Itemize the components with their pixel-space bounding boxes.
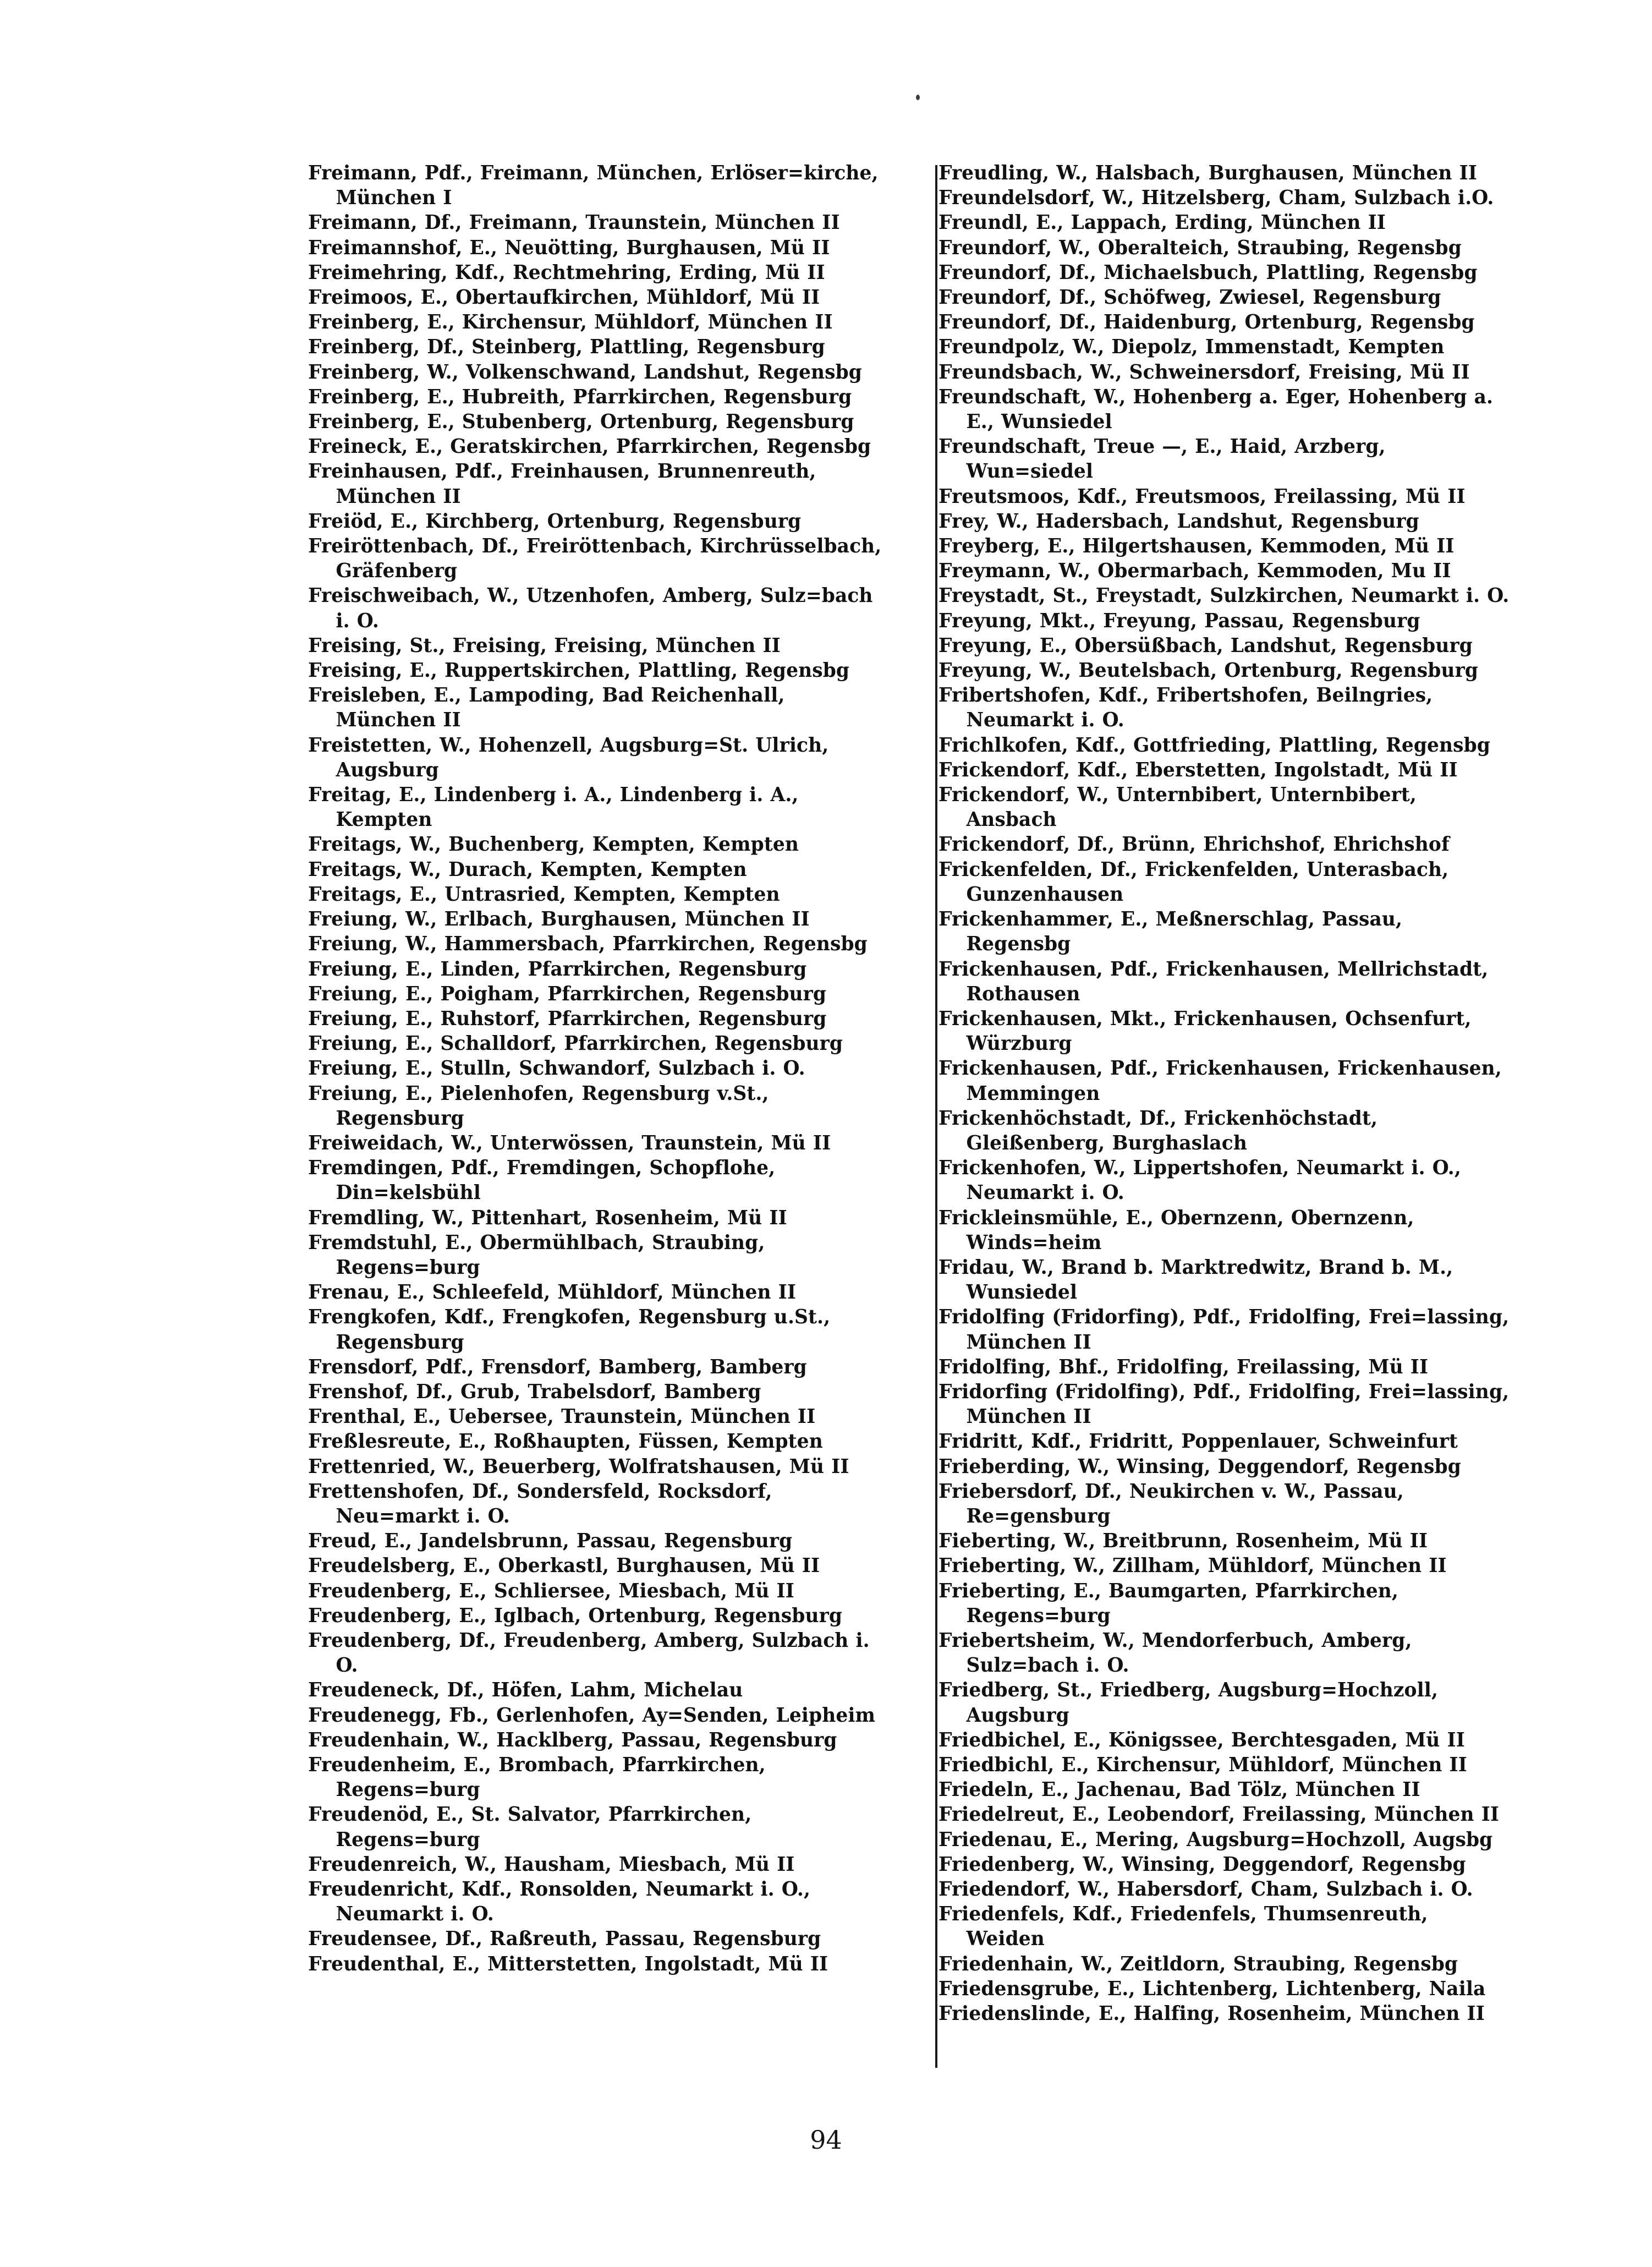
gazetteer-entry: Frickendorf, Kdf., Eberstetten, Ingolstadt, Mü II [938,758,1458,781]
gazetteer-entry: Fieberting, W., Breitbrunn, Rosenheim, Mü II [938,1530,1428,1553]
gazetteer-entry: Freiöd, E., Kirchberg, Ortenburg, Regensburg [308,510,802,533]
gazetteer-entry: Freundschaft, W., Hohenberg a. Eger, Hohenberg a. E., Wunsiedel [938,385,1494,434]
gazetteer-entry: Freudling, W., Halsbach, Burghausen, München II [938,162,1478,184]
gazetteer-entry: Freinberg, E., Hubreith, Pfarrkirchen, Regensburg [308,385,852,408]
gazetteer-entry: Freiung, E., Pielenhofen, Regensburg v.St., Regensburg [308,1082,769,1130]
gazetteer-entry: Freundl, E., Lappach, Erding, München II [938,211,1386,234]
gazetteer-entry: Freudenthal, E., Mitterstetten, Ingolstadt, Mü II [308,1952,828,1975]
gazetteer-entry: Frickenhammer, E., Meßnerschlag, Passau, Regensbg [938,908,1403,956]
gazetteer-entry: Freinberg, W., Volkenschwand, Landshut, Regensbg [308,360,862,384]
gazetteer-entry: Fridolfing, Bhf., Fridolfing, Freilassing, Mü II [938,1355,1429,1378]
gazetteer-entry: Friedberg, St., Friedberg, Augsburg=Hochzoll, Augsburg [938,1679,1439,1727]
gazetteer-entry: Frettenried, W., Beuerberg, Wolfratshausen, Mü II [308,1455,849,1478]
gazetteer-entry: Frieberding, W., Winsing, Deggendorf, Regensbg [938,1455,1461,1478]
gazetteer-entry: Fridritt, Kdf., Fridritt, Poppenlauer, Schweinfurt [938,1430,1458,1453]
gazetteer-entry: Freising, St., Freising, Freising, München II [308,634,781,657]
gazetteer-entry: Freudenegg, Fb., Gerlenhofen, Ay=Senden, Leipheim [308,1704,876,1727]
gazetteer-entry: Freudenreich, W., Hausham, Miesbach, Mü II [308,1853,795,1876]
gazetteer-entry: Freitag, E., Lindenberg i. A., Lindenberg i. A., Kempten [308,784,799,831]
gazetteer-entry: Frengkofen, Kdf., Frengkofen, Regensburg u.St., Regensburg [308,1306,831,1354]
gazetteer-entry: Frickendorf, W., Unternbibert, Unternbibert, Ansbach [938,784,1417,831]
gazetteer-entry: Friedenau, E., Mering, Augsburg=Hochzoll, Augsbg [938,1828,1493,1851]
gazetteer-entry: Freudenberg, Df., Freudenberg, Amberg, Sulzbach i. O. [308,1629,870,1677]
gazetteer-entry: Frenau, E., Schleefeld, Mühldorf, München II [308,1281,797,1304]
gazetteer-entry: Frieberting, W., Zillham, Mühldorf, München II [938,1554,1447,1578]
gazetteer-entry: Freyung, E., Obersüßbach, Landshut, Regensburg [938,634,1473,657]
gazetteer-entry: Freudenberg, E., Iglbach, Ortenburg, Regensburg [308,1604,843,1627]
gazetteer-entry: Fremdling, W., Pittenhart, Rosenheim, Mü II [308,1206,787,1229]
gazetteer-entry: Frickleinsmühle, E., Obernzenn, Obernzenn, Winds=heim [938,1206,1414,1254]
gazetteer-entry: Friedelreut, E., Leobendorf, Freilassing, München II [938,1803,1500,1826]
right-column [918,161,1527,2026]
gazetteer-entry: Frickenhöchstadt, Df., Frickenhöchstadt, Gleißenberg, Burghaslach [938,1107,1378,1154]
gazetteer-entry: Freundorf, Df., Haidenburg, Ortenburg, Regensbg [938,311,1475,334]
gazetteer-entry: Friedbichl, E., Kirchensur, Mühldorf, München II [938,1754,1467,1776]
gazetteer-entry: Freundsbach, W., Schweinersdorf, Freising, Mü II [938,360,1470,384]
gazetteer-entry: Freimann, Pdf., Freimann, München, Erlöser=kirche, München I [308,162,879,210]
gazetteer-entry: Fridorfing (Fridolfing), Pdf., Fridolfing, Frei=lassing, München II [938,1380,1510,1428]
gazetteer-entry: Freiung, E., Poigham, Pfarrkirchen, Regensburg [308,982,827,1005]
gazetteer-entry: Friedenfels, Kdf., Friedenfels, Thumsenreuth, Weiden [938,1903,1428,1951]
two-column-text-block [308,161,1587,2026]
gazetteer-entry: Freudensee, Df., Raßreuth, Passau, Regensburg [308,1928,821,1951]
gazetteer-entry: Frenshof, Df., Grub, Trabelsdorf, Bamberg [308,1380,761,1403]
gazetteer-entry: Freineck, E., Geratskirchen, Pfarrkirchen, Regensbg [308,435,871,458]
gazetteer-entry: Freiung, E., Linden, Pfarrkirchen, Regensburg [308,957,807,981]
gazetteer-entry: Friedenhain, W., Zeitldorn, Straubing, Regensbg [938,1952,1458,1975]
gazetteer-entry: Frickenfelden, Df., Frickenfelden, Unterasbach, Gunzenhausen [938,858,1449,906]
gazetteer-entry: Freutsmoos, Kdf., Freutsmoos, Freilassing, Mü II [938,485,1466,508]
gazetteer-entry: Freiung, W., Hammersbach, Pfarrkirchen, Regensbg [308,933,868,956]
gazetteer-entry: Frickendorf, Df., Brünn, Ehrichshof, Ehrichshof [938,833,1450,856]
gazetteer-entry: Frichlkofen, Kdf., Gottfrieding, Plattling, Regensbg [938,733,1491,757]
gazetteer-entry: Fribertshofen, Kdf., Fribertshofen, Beilngries, Neumarkt i. O. [938,684,1433,732]
gazetteer-entry: Frensdorf, Pdf., Frensdorf, Bamberg, Bamberg [308,1355,807,1378]
gazetteer-entry: Freundelsdorf, W., Hitzelsberg, Cham, Sulzbach i.O. [938,187,1494,210]
gazetteer-entry: Freiung, E., Stulln, Schwandorf, Sulzbach i. O. [308,1057,805,1080]
page-number: 94 [810,2125,842,2155]
gazetteer-entry: Freimehring, Kdf., Rechtmehring, Erding, Mü II [308,261,825,284]
gazetteer-entry: Freimannshof, E., Neuötting, Burghausen, Mü II [308,236,830,259]
gazetteer-entry: Freudenheim, E., Brombach, Pfarrkirchen, Regens=burg [308,1754,766,1801]
gazetteer-entry: Freising, E., Ruppertskirchen, Plattling, Regensbg [308,659,850,682]
gazetteer-entry: Friedendorf, W., Habersdorf, Cham, Sulzbach i. O. [938,1878,1473,1901]
gazetteer-entry: Friebertsheim, W., Mendorferbuch, Amberg, Sulz=bach i. O. [938,1629,1412,1677]
gazetteer-entry: Frieberting, E., Baumgarten, Pfarrkirchen, Regens=burg [938,1579,1398,1627]
gazetteer-entry: Freinhausen, Pdf., Freinhausen, Brunnenreuth, München II [308,460,816,508]
gazetteer-entry: Freymann, W., Obermarbach, Kemmoden, Mu II [938,560,1451,583]
gazetteer-entry: Freyberg, E., Hilgertshausen, Kemmoden, Mü II [938,535,1455,558]
gazetteer-entry: Freyung, Mkt., Freyung, Passau, Regensburg [938,609,1420,632]
gazetteer-entry: Fremdingen, Pdf., Fremdingen, Schopflohe, Din=kelsbühl [308,1157,776,1204]
gazetteer-entry: Freiröttenbach, Df., Freiröttenbach, Kirchrüsselbach, Gräfenberg [308,535,882,583]
gazetteer-entry: Freinberg, E., Stubenberg, Ortenburg, Regensburg [308,410,854,434]
gazetteer-entry: Friedenberg, W., Winsing, Deggendorf, Regensbg [938,1853,1466,1876]
gazetteer-entry: Freudenhain, W., Hacklberg, Passau, Regensburg [308,1728,837,1751]
gazetteer-entry: Friedeln, E., Jachenau, Bad Tölz, München II [938,1778,1420,1801]
gazetteer-entry: Fremdstuhl, E., Obermühlbach, Straubing, Regens=burg [308,1231,765,1279]
gazetteer-entry: Freystadt, St., Freystadt, Sulzkirchen, Neumarkt i. O. [938,584,1510,607]
gazetteer-entry: Freiweidach, W., Unterwössen, Traunstein, Mü II [308,1131,831,1154]
gazetteer-entry: Freinberg, Df., Steinberg, Plattling, Regensburg [308,336,825,359]
gazetteer-entry: Friedensgrube, E., Lichtenberg, Lichtenberg, Naila [938,1977,1486,2000]
gazetteer-entry: Freitags, E., Untrasried, Kempten, Kempten [308,883,780,906]
gazetteer-entry: Freundorf, Df., Michaelsbuch, Plattling, Regensbg [938,261,1478,284]
gazetteer-entry: Frickenhausen, Pdf., Frickenhausen, Mellrichstadt, Rothausen [938,957,1489,1005]
gazetteer-entry: Freitags, W., Durach, Kempten, Kempten [308,858,747,881]
gazetteer-entry: Freundpolz, W., Diepolz, Immenstadt, Kempten [938,336,1445,359]
gazetteer-entry: Frenthal, E., Uebersee, Traunstein, München II [308,1405,816,1428]
gazetteer-entry: Freudenöd, E., St. Salvator, Pfarrkirchen, Regens=burg [308,1803,752,1851]
scan-artifact-speck [916,95,920,100]
gazetteer-entry: Freimann, Df., Freimann, Traunstein, München II [308,211,840,234]
gazetteer-entry: Freitags, W., Buchenberg, Kempten, Kempten [308,833,799,856]
gazetteer-entry: Freimoos, E., Obertaufkirchen, Mühldorf, Mü II [308,286,820,309]
gazetteer-entry: Freiung, E., Ruhstorf, Pfarrkirchen, Regensburg [308,1007,827,1030]
gazetteer-entry: Freundschaft, Treue —, E., Haid, Arzberg, Wun=siedel [938,435,1386,483]
gazetteer-entry: Friebersdorf, Df., Neukirchen v. W., Passau, Re=gensburg [938,1480,1404,1527]
gazetteer-entry: Freundorf, Df., Schöfweg, Zwiesel, Regensburg [938,286,1441,309]
gazetteer-entry: Friedenslinde, E., Halfing, Rosenheim, München II [938,2002,1485,2025]
gazetteer-entry: Freudelsberg, E., Oberkastl, Burghausen, Mü II [308,1554,820,1578]
gazetteer-entry: Freßlesreute, E., Roßhaupten, Füssen, Kempten [308,1430,823,1453]
gazetteer-entry: Freiung, W., Erlbach, Burghausen, München II [308,908,810,931]
gazetteer-entry: Frickenhofen, W., Lippertshofen, Neumarkt i. O., Neumarkt i. O. [938,1157,1461,1204]
gazetteer-entry: Freudeneck, Df., Höfen, Lahm, Michelau [308,1679,743,1702]
gazetteer-entry: Freisleben, E., Lampoding, Bad Reichenhall, München II [308,684,785,732]
gazetteer-entry: Frickenhausen, Mkt., Frickenhausen, Ochsenfurt, Würzburg [938,1007,1472,1055]
gazetteer-entry: Freudenricht, Kdf., Ronsolden, Neumarkt i. O., Neumarkt i. O. [308,1878,811,1926]
gazetteer-entry: Freyung, W., Beutelsbach, Ortenburg, Regensburg [938,659,1479,682]
gazetteer-entry: Frettenshofen, Df., Sondersfeld, Rocksdorf, Neu=markt i. O. [308,1480,772,1527]
gazetteer-entry: Freudenberg, E., Schliersee, Miesbach, Mü II [308,1579,794,1602]
gazetteer-entry: Fridau, W., Brand b. Marktredwitz, Brand b. M., Wunsiedel [938,1256,1453,1304]
gazetteer-entry: Frickenhausen, Pdf., Frickenhausen, Frickenhausen, Memmingen [938,1057,1502,1105]
gazetteer-entry: Freiung, E., Schalldorf, Pfarrkirchen, Regensburg [308,1032,843,1055]
gazetteer-entry: Freinberg, E., Kirchensur, Mühldorf, München II [308,311,833,334]
left-column [308,161,918,1976]
gazetteer-entry: Freischweibach, W., Utzenhofen, Amberg, Sulz=bach i. O. [308,584,873,632]
gazetteer-entry: Frey, W., Hadersbach, Landshut, Regensburg [938,510,1419,533]
gazetteer-entry: Friedbichel, E., Königssee, Berchtesgaden, Mü II [938,1728,1465,1751]
gazetteer-entry: Freundorf, W., Oberalteich, Straubing, Regensbg [938,236,1462,259]
gazetteer-entry: Fridolfing (Fridorfing), Pdf., Fridolfing, Frei=lassing, München II [938,1306,1510,1354]
gazetteer-entry: Freistetten, W., Hohenzell, Augsburg=St. Ulrich, Augsburg [308,733,829,781]
gazetteer-entry: Freud, E., Jandelsbrunn, Passau, Regensburg [308,1530,793,1553]
